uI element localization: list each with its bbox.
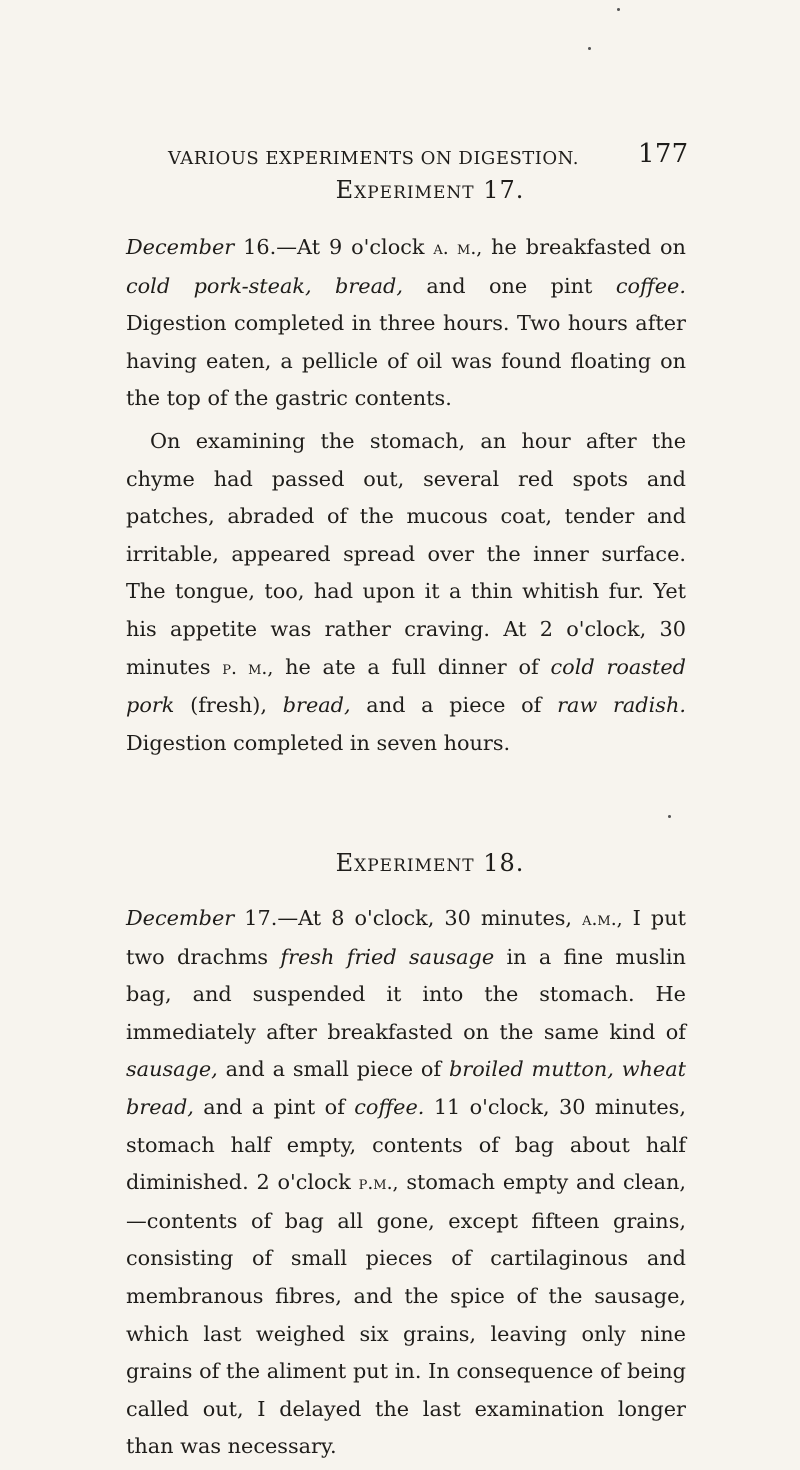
food-item: fresh fried sausage	[280, 944, 495, 969]
food-item: bread,	[282, 693, 351, 718]
experiment-17-paragraph-1: December 16.—At 9 o'clock a. m., he breakfasted on cold pork-steak, bread, and one pint coffee. Digestion completed in three hours. Two hours after having eaten, a pellicle of oil was found floating on the top of the gastric contents.	[126, 235, 686, 411]
food-item: coffee.	[354, 1094, 425, 1119]
page-number: 177	[638, 139, 689, 169]
food-item: coffee.	[615, 273, 686, 298]
food-item: broiled mutton, wheat bread,	[126, 1057, 686, 1119]
running-header	[168, 139, 689, 169]
paper-speck	[617, 8, 620, 11]
running-title: VARIOUS EXPERIMENTS ON DIGESTION.	[168, 148, 579, 169]
food-item: sausage,	[126, 1057, 218, 1082]
experiment-17-heading: Experiment 17.	[335, 176, 525, 204]
experiment-18-heading: Experiment 18.	[335, 849, 525, 877]
food-item: cold pork-steak, bread,	[126, 273, 403, 298]
date: December	[126, 235, 235, 259]
paper-speck	[588, 47, 591, 50]
experiment-18-paragraph: December 17.—At 8 o'clock, 30 minutes, a.m., I put two drachms fresh fried sausage in a fine muslin bag, and suspended it into the stomach. He immediately after breakfasted on the same kind of sausage, and a small piece of broiled mutton, wheat bread, and a pint of coffee. 11 o'clock, 30 minutes, stomach half empty, contents of bag about half diminished. 2 o'clock p.m., stomach empty and clean,—contents of bag all gone, except fifteen grains, consisting of small pieces of cartilaginous and membranous fibres, and the spice of the sausage, which last weighed six grains, leaving only nine grains of the aliment put in. In consequence of being called out, I delayed the last examination longer than was necessary.	[126, 906, 686, 1459]
food-item: cold roasted pork	[126, 654, 686, 718]
food-item: raw radish.	[557, 693, 686, 718]
date: December	[126, 906, 235, 930]
paper-speck	[668, 815, 671, 818]
experiment-17-paragraph-2: On examining the stomach, an hour after the chyme had passed out, several red spots and patches, abraded of the mucous coat, tender and irritable, appeared spread over the inner surface. The tongue, too, had upon it a thin whitish fur. Yet his appetite was rather craving. At 2 o'clock, 30 minutes p. m., he ate a full dinner of cold roasted pork (fresh), bread, and a piece of raw radish. Digestion completed in seven hours.	[126, 429, 686, 755]
